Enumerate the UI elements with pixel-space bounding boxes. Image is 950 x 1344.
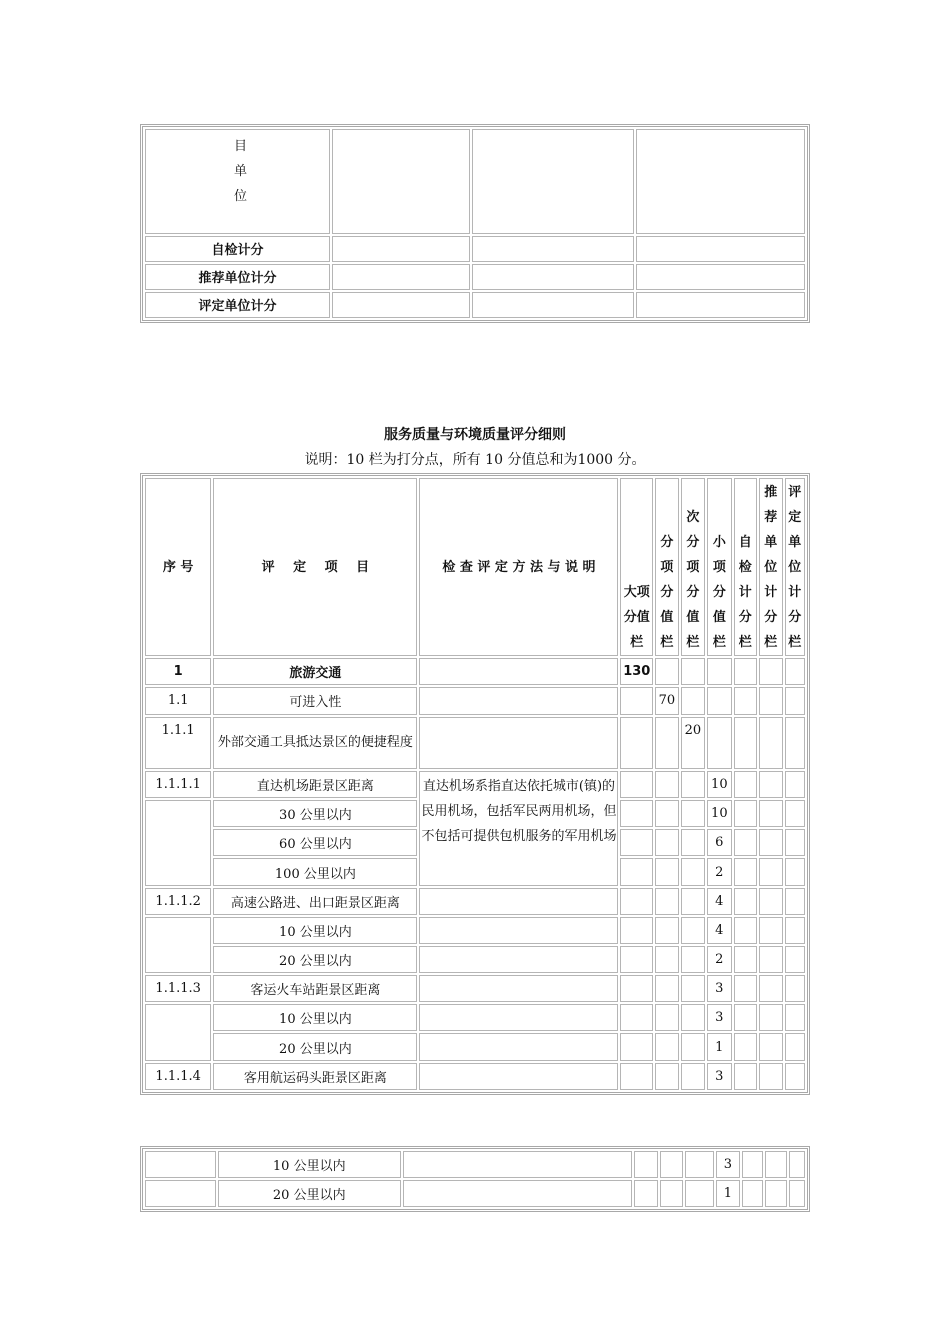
row-item: 10 公里以内 <box>213 917 417 944</box>
row-sub-score: 70 <box>655 687 678 714</box>
row-minor-score: 2 <box>707 946 731 973</box>
row-eval-score <box>785 717 806 769</box>
row-minor-score: 3 <box>707 975 731 1002</box>
col-header-seq: 序 号 <box>145 478 211 656</box>
col-header-method: 检 查 评 定 方 法 与 说 明 <box>419 478 618 656</box>
row-sub-score <box>655 1033 678 1060</box>
row-sub2-score <box>681 658 705 685</box>
row-sub-score <box>660 1151 683 1178</box>
row-eval-score <box>785 658 806 685</box>
blank-cell <box>332 129 470 234</box>
row-item: 客用航运码头距景区距离 <box>213 1063 417 1090</box>
table-row <box>145 1033 805 1060</box>
row-minor-score: 2 <box>707 858 731 885</box>
table-row <box>145 658 805 685</box>
row-eval-score <box>785 858 806 885</box>
row-sub2-score <box>681 858 705 885</box>
row-major-score <box>620 946 653 973</box>
row-sub2-score <box>681 975 705 1002</box>
evaluation-unit-score-label: 评定单位计分 <box>145 292 330 318</box>
row-eval-score <box>785 946 806 973</box>
row-method <box>419 917 618 944</box>
blank-cell <box>472 264 634 290</box>
row-minor-score: 1 <box>716 1180 740 1207</box>
row-minor-score: 4 <box>707 917 731 944</box>
row-major-score <box>620 829 653 856</box>
row-method <box>419 975 618 1002</box>
self-check-score-label: 自检计分 <box>145 236 330 262</box>
col-header-self-check: 自检计分栏 <box>734 478 757 656</box>
table-row <box>145 771 805 798</box>
row-major-score <box>620 717 653 769</box>
row-self-score <box>734 1004 757 1031</box>
row-minor-score <box>707 687 731 714</box>
row-sub-score <box>655 975 678 1002</box>
blank-cell <box>472 292 634 318</box>
row-rec-score <box>759 1033 782 1060</box>
row-eval-score <box>785 975 806 1002</box>
row-rec-score <box>765 1180 786 1207</box>
row-method <box>419 687 618 714</box>
row-eval-score <box>785 1033 806 1060</box>
row-item: 20 公里以内 <box>218 1180 401 1207</box>
row-self-score <box>734 888 757 915</box>
row-method <box>419 1033 618 1060</box>
row-major-score: 130 <box>620 658 653 685</box>
row-self-score <box>734 658 757 685</box>
row-eval-score <box>785 687 806 714</box>
row-self-score <box>734 687 757 714</box>
row-minor-score: 3 <box>707 1063 731 1090</box>
score-summary-table <box>140 124 810 323</box>
table-row <box>145 975 805 1002</box>
row-sub-score <box>655 1004 678 1031</box>
row-sub2-score <box>681 917 705 944</box>
blank-cell <box>332 236 470 262</box>
row-item: 10 公里以内 <box>213 1004 417 1031</box>
row-seq <box>145 1004 211 1060</box>
row-item: 20 公里以内 <box>213 946 417 973</box>
row-sub2-score <box>681 800 705 827</box>
row-item: 高速公路进、出口距景区距离 <box>213 888 417 915</box>
col-header-item: 评 定 项 目 <box>213 478 417 656</box>
blank-cell <box>472 129 634 234</box>
row-self-score <box>734 771 757 798</box>
row-seq: 1.1 <box>145 687 211 714</box>
row-sub-score <box>655 858 678 885</box>
row-rec-score <box>759 800 782 827</box>
document-note: 说明：10 栏为打分点，所有 10 分值总和为1000 分。 <box>304 452 646 468</box>
row-sub2-score <box>681 1033 705 1060</box>
row-major-score <box>620 917 653 944</box>
row-minor-score: 10 <box>707 771 731 798</box>
col-header-minor-score: 小项分值栏 <box>707 478 731 656</box>
blank-cell <box>332 264 470 290</box>
row-sub2-score <box>681 829 705 856</box>
row-rec-score <box>759 658 782 685</box>
row-self-score <box>734 1063 757 1090</box>
col-header-evaluation: 评定单位计分栏 <box>785 478 806 656</box>
document-title: 服务质量与环境质量评分细则 <box>384 427 566 443</box>
row-sub2-score <box>681 1004 705 1031</box>
row-seq: 1 <box>145 658 211 685</box>
table-row <box>145 946 805 973</box>
blank-cell <box>636 264 805 290</box>
row-item: 旅游交通 <box>213 658 417 685</box>
row-minor-score: 1 <box>707 1033 731 1060</box>
airport-method-note: 直达机场系指直达依托城市(镇)的民用机场，包括军民两用机场，但不包括可提供包机服务的军用机场 <box>419 771 618 886</box>
row-self-score <box>734 800 757 827</box>
row-self-score <box>734 975 757 1002</box>
table-row <box>145 717 805 769</box>
row-sub-score <box>655 946 678 973</box>
row-sub-score <box>655 771 678 798</box>
row-rec-score <box>759 917 782 944</box>
table-row <box>145 888 805 915</box>
row-rec-score <box>759 717 782 769</box>
col-header-major-score: 大项分值栏 <box>620 478 653 656</box>
row-item: 20 公里以内 <box>213 1033 417 1060</box>
blank-cell <box>332 292 470 318</box>
row-minor-score <box>707 717 731 769</box>
row-eval-score <box>785 771 806 798</box>
row-seq: 1.1.1.2 <box>145 888 211 915</box>
row-self-score <box>742 1151 763 1178</box>
table-row <box>145 1180 805 1207</box>
row-item: 10 公里以内 <box>218 1151 401 1178</box>
row-sub2-score <box>681 687 705 714</box>
row-self-score <box>734 829 757 856</box>
row-method <box>403 1151 632 1178</box>
recommend-unit-score-label: 推荐单位计分 <box>145 264 330 290</box>
row-item: 客运火车站距景区距离 <box>213 975 417 1002</box>
row-major-score <box>620 687 653 714</box>
row-self-score <box>734 946 757 973</box>
row-sub2-score <box>685 1151 713 1178</box>
row-sub2-score <box>681 771 705 798</box>
row-major-score <box>620 888 653 915</box>
row-item: 直达机场距景区距离 <box>213 771 417 798</box>
row-minor-score: 6 <box>707 829 731 856</box>
row-minor-score: 3 <box>716 1151 740 1178</box>
row-seq <box>145 917 211 973</box>
row-eval-score <box>785 829 806 856</box>
row-rec-score <box>759 687 782 714</box>
row-item: 60 公里以内 <box>213 829 417 856</box>
row-eval-score <box>789 1180 805 1207</box>
row-method <box>419 946 618 973</box>
row-seq: 1.1.1.4 <box>145 1063 211 1090</box>
row-method <box>419 1004 618 1031</box>
row-rec-score <box>759 829 782 856</box>
unit-header-cell <box>145 129 330 234</box>
row-method <box>403 1180 632 1207</box>
row-major-score <box>620 800 653 827</box>
row-rec-score <box>759 1063 782 1090</box>
row-item: 100 公里以内 <box>213 858 417 885</box>
row-item: 可进入性 <box>213 687 417 714</box>
row-rec-score <box>765 1151 786 1178</box>
blank-cell <box>636 292 805 318</box>
table-row <box>145 917 805 944</box>
row-sub-score <box>660 1180 683 1207</box>
row-sub-score <box>655 658 678 685</box>
unit-header-line: 位 <box>234 189 248 204</box>
row-minor-score: 10 <box>707 800 731 827</box>
row-method <box>419 1063 618 1090</box>
blank-cell <box>636 129 805 234</box>
row-sub2-score: 20 <box>681 717 705 769</box>
row-rec-score <box>759 975 782 1002</box>
row-eval-score <box>785 917 806 944</box>
row-major-score <box>620 1063 653 1090</box>
row-sub2-score <box>681 888 705 915</box>
row-self-score <box>734 858 757 885</box>
row-seq <box>145 1151 216 1178</box>
row-minor-score: 4 <box>707 888 731 915</box>
row-self-score <box>734 1033 757 1060</box>
row-method <box>419 888 618 915</box>
row-seq: 1.1.1.3 <box>145 975 211 1002</box>
row-major-score <box>620 975 653 1002</box>
continuation-table <box>140 1146 810 1212</box>
row-major-score <box>620 771 653 798</box>
row-seq <box>145 1180 216 1207</box>
row-minor-score <box>707 658 731 685</box>
row-sub-score <box>655 888 678 915</box>
row-sub2-score <box>681 1063 705 1090</box>
row-minor-score: 3 <box>707 1004 731 1031</box>
row-rec-score <box>759 888 782 915</box>
row-rec-score <box>759 771 782 798</box>
row-sub-score <box>655 717 678 769</box>
row-eval-score <box>785 1063 806 1090</box>
row-method <box>419 717 618 769</box>
row-sub-score <box>655 829 678 856</box>
row-seq: 1.1.1.1 <box>145 771 211 798</box>
row-sub-score <box>655 1063 678 1090</box>
row-major-score <box>634 1180 658 1207</box>
row-rec-score <box>759 946 782 973</box>
row-eval-score <box>785 800 806 827</box>
row-self-score <box>734 717 757 769</box>
row-item: 外部交通工具抵达景区的便捷程度 <box>213 717 417 769</box>
row-eval-score <box>789 1151 805 1178</box>
table-row <box>145 1063 805 1090</box>
row-seq <box>145 800 211 886</box>
row-rec-score <box>759 858 782 885</box>
row-sub-score <box>655 917 678 944</box>
unit-header-line: 目 <box>234 139 248 154</box>
row-self-score <box>734 917 757 944</box>
col-header-sub-score: 分项分值栏 <box>655 478 678 656</box>
row-eval-score <box>785 1004 806 1031</box>
row-rec-score <box>759 1004 782 1031</box>
row-sub2-score <box>681 946 705 973</box>
row-seq: 1.1.1 <box>145 717 211 769</box>
scoring-detail-table <box>140 473 810 1095</box>
blank-cell <box>636 236 805 262</box>
col-header-recommend: 推荐单位计分栏 <box>759 478 782 656</box>
col-header-sub2-score: 次分项分值栏 <box>681 478 705 656</box>
row-major-score <box>620 858 653 885</box>
row-eval-score <box>785 888 806 915</box>
blank-cell <box>472 236 634 262</box>
row-item: 30 公里以内 <box>213 800 417 827</box>
table-row <box>145 687 805 714</box>
row-major-score <box>634 1151 658 1178</box>
row-sub2-score <box>685 1180 713 1207</box>
row-major-score <box>620 1004 653 1031</box>
row-method <box>419 658 618 685</box>
unit-header-line: 单 <box>234 164 248 179</box>
row-major-score <box>620 1033 653 1060</box>
table-row <box>145 1004 805 1031</box>
row-self-score <box>742 1180 763 1207</box>
table-row <box>145 1151 805 1178</box>
row-sub-score <box>655 800 678 827</box>
